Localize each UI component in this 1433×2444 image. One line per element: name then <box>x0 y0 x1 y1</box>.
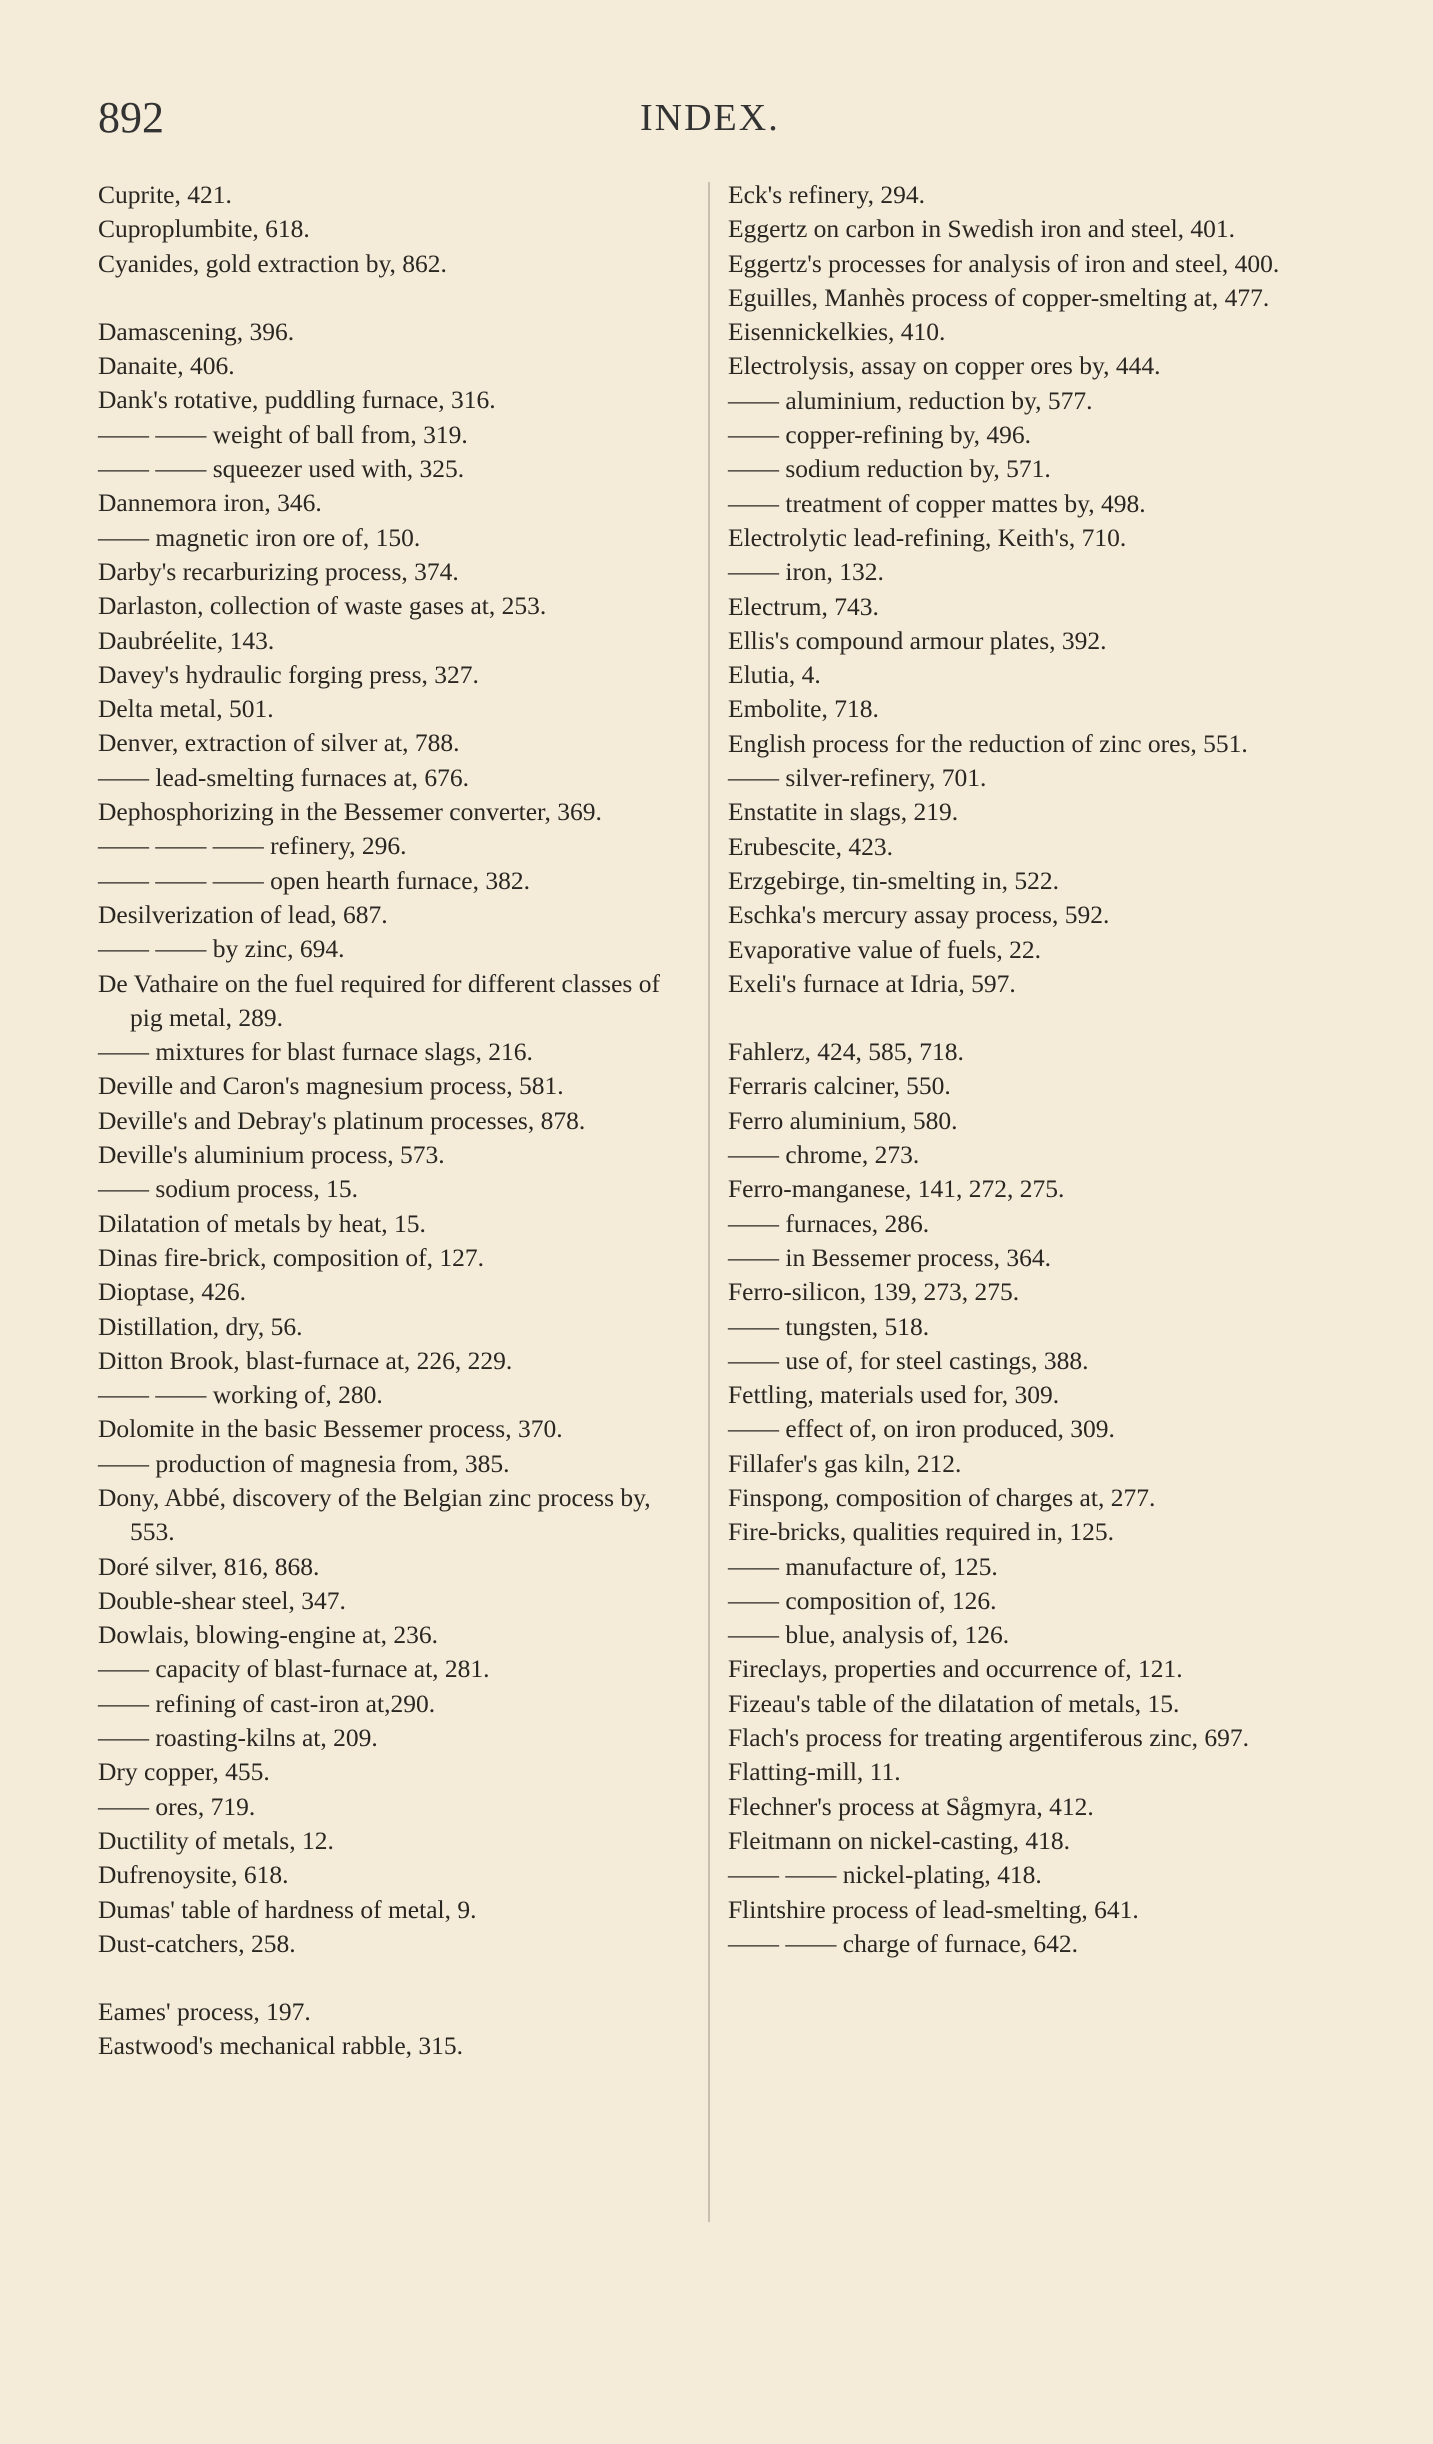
index-entry: —— copper-refining by, 496. <box>728 420 1032 450</box>
index-entry: Fahlerz, 424, 585, 718. <box>728 1037 964 1067</box>
index-entry: —— sodium reduction by, 571. <box>728 454 1051 484</box>
index-entry: —— furnaces, 286. <box>728 1208 930 1238</box>
index-entry: —— chrome, 273. <box>728 1140 920 1170</box>
index-entry: Enstatite in slags, 219. <box>728 797 959 827</box>
index-entry: Fillafer's gas kiln, 212. <box>728 1448 962 1478</box>
index-entry: —— manufacture of, 125. <box>728 1551 998 1581</box>
index-entry: Fizeau's table of the dilatation of metals, 15. <box>728 1688 1180 1718</box>
right-column <box>728 178 1328 1961</box>
index-entry: Exeli's furnace at Idria, 597. <box>728 968 1016 998</box>
index-entry: —— sodium process, 15. <box>98 1174 358 1204</box>
index-entry: Elutia, 4. <box>728 660 821 690</box>
index-entry: Dust-catchers, 258. <box>98 1928 296 1958</box>
index-entry: Finspong, composition of charges at, 277. <box>728 1482 1156 1512</box>
index-entry: —— treatment of copper mattes by, 498. <box>728 488 1146 518</box>
index-entry: —— in Bessemer process, 364. <box>728 1242 1051 1272</box>
index-entry: Denver, extraction of silver at, 788. <box>98 728 460 758</box>
index-entry: Dry copper, 455. <box>98 1757 270 1787</box>
index-entry: Eggertz on carbon in Swedish iron and steel, 401. <box>728 214 1236 244</box>
index-entry: Ellis's compound armour plates, 392. <box>728 625 1107 655</box>
index-entry: Dolomite in the basic Bessemer process, 370. <box>98 1414 563 1444</box>
index-entry: Embolite, 718. <box>728 694 879 724</box>
index-entry: —— effect of, on iron produced, 309. <box>728 1414 1115 1444</box>
index-entry: —— iron, 132. <box>728 557 884 587</box>
index-entry: English process for the reduction of zinc ores, 551. <box>728 728 1248 758</box>
index-entry: Darlaston, collection of waste gases at, 253. <box>98 591 547 621</box>
index-entry: Eschka's mercury assay process, 592. <box>728 900 1110 930</box>
index-entry: Eguilles, Manhès process of copper-smelting at, 477. <box>728 282 1270 312</box>
index-entry: Dumas' table of hardness of metal, 9. <box>98 1894 477 1924</box>
index-entry: —— blue, analysis of, 126. <box>728 1620 1010 1650</box>
index-entry: —— use of, for steel castings, 388. <box>728 1345 1089 1375</box>
index-entry: Fireclays, properties and occurrence of, 121. <box>728 1654 1183 1684</box>
index-entry: Flintshire process of lead-smelting, 641. <box>728 1894 1139 1924</box>
index-entry: Deville's aluminium process, 573. <box>98 1140 445 1170</box>
index-entry: Deville's and Debray's platinum processes, 878. <box>98 1105 586 1135</box>
index-entry: Dilatation of metals by heat, 15. <box>98 1208 426 1238</box>
index-entry: Ferro aluminium, 580. <box>728 1105 958 1135</box>
index-entry: Dank's rotative, puddling furnace, 316. <box>98 385 496 415</box>
index-entry: Distillation, dry, 56. <box>98 1311 303 1341</box>
index-entry: —— —— nickel-plating, 418. <box>728 1860 1042 1890</box>
index-entry: Cuproplumbite, 618. <box>98 214 310 244</box>
index-entry: —— refining of cast-iron at,290. <box>98 1688 436 1718</box>
index-entry: —— —— weight of ball from, 319. <box>98 419 468 449</box>
index-entry: Darby's recarburizing process, 374. <box>98 556 459 586</box>
index-entry: Ditton Brook, blast-furnace at, 226, 229. <box>98 1345 513 1375</box>
index-entry: Dioptase, 426. <box>98 1277 247 1307</box>
index-entry: Ferro-manganese, 141, 272, 275. <box>728 1174 1065 1204</box>
index-entry: Ductility of metals, 12. <box>98 1825 334 1855</box>
index-entry: Dowlais, blowing-engine at, 236. <box>98 1620 438 1650</box>
index-entry: —— —— —— refinery, 296. <box>98 831 407 861</box>
index-entry: Flechner's process at Sågmyra, 412. <box>728 1791 1094 1821</box>
index-entry: —— composition of, 126. <box>728 1585 997 1615</box>
index-entry: Fettling, materials used for, 309. <box>728 1380 1060 1410</box>
index-entry: Davey's hydraulic forging press, 327. <box>98 659 479 689</box>
index-entry: Desilverization of lead, 687. <box>98 899 388 929</box>
column-divider <box>708 182 710 2222</box>
index-entry: —— roasting-kilns at, 209. <box>98 1723 378 1753</box>
index-entry: —— —— —— open hearth furnace, 382. <box>98 865 530 895</box>
index-entry: Dufrenoysite, 618. <box>98 1860 289 1890</box>
page-number: 892 <box>98 93 164 142</box>
index-entry: Electrum, 743. <box>728 591 879 621</box>
index-entry: Cuprite, 421. <box>98 180 232 209</box>
index-entry: —— capacity of blast-furnace at, 281. <box>98 1654 490 1684</box>
index-entry: Eames' process, 197. <box>98 1997 311 2027</box>
index-entry: Electrolytic lead-refining, Keith's, 710. <box>728 522 1127 552</box>
index-entry: Flach's process for treating argentiferous zinc, 697. <box>728 1723 1250 1753</box>
index-entry: Eggertz's processes for analysis of iron and steel, 400. <box>728 248 1280 278</box>
index-entry: —— —— working of, 280. <box>98 1380 383 1410</box>
index-entry: Fleitmann on nickel-casting, 418. <box>728 1825 1071 1855</box>
index-entry: —— —— by zinc, 694. <box>98 934 345 964</box>
index-entry: Erubescite, 423. <box>728 831 893 861</box>
index-entry: Delta metal, 501. <box>98 694 274 724</box>
index-entry: Flatting-mill, 11. <box>728 1757 901 1787</box>
index-entry: —— ores, 719. <box>98 1791 256 1821</box>
index-entry: —— silver-refinery, 701. <box>728 763 987 793</box>
index-entry: Ferro-silicon, 139, 273, 275. <box>728 1277 1020 1307</box>
index-entry: —— —— charge of furnace, 642. <box>728 1928 1079 1958</box>
section-gap <box>98 281 678 315</box>
index-entry: Dony, Abbé, discovery of the Belgian zinc process by, 553. <box>98 1482 651 1547</box>
index-entry: Dannemora iron, 346. <box>98 488 322 518</box>
index-entry: Evaporative value of fuels, 22. <box>728 934 1041 964</box>
index-entry: —— aluminium, reduction by, 577. <box>728 385 1093 415</box>
index-entry: Cyanides, gold extraction by, 862. <box>98 248 447 278</box>
index-entry: —— tungsten, 518. <box>728 1311 930 1341</box>
index-entry: —— magnetic iron ore of, 150. <box>98 522 421 552</box>
index-entry: —— production of magnesia from, 385. <box>98 1448 510 1478</box>
index-entry: Fire-bricks, qualities required in, 125. <box>728 1517 1114 1547</box>
index-entry: Erzgebirge, tin-smelting in, 522. <box>728 865 1059 895</box>
page-title: INDEX. <box>640 97 780 139</box>
index-entry: Danaite, 406. <box>98 351 235 381</box>
index-entry: Daubréelite, 143. <box>98 625 275 655</box>
left-column <box>98 178 678 2064</box>
section-gap <box>98 1961 678 1995</box>
index-entry: Doré silver, 816, 868. <box>98 1551 320 1581</box>
index-entry: Eastwood's mechanical rabble, 315. <box>98 2031 464 2061</box>
index-entry: —— —— squeezer used with, 325. <box>98 454 465 484</box>
section-gap <box>728 1001 1328 1035</box>
index-entry: De Vathaire on the fuel required for different classes of pig metal, 289. <box>98 968 660 1032</box>
index-entry: Damascening, 396. <box>98 316 295 346</box>
index-entry: Electrolysis, assay on copper ores by, 444. <box>728 351 1161 381</box>
index-entry: —— lead-smelting furnaces at, 676. <box>98 762 470 792</box>
index-entry: Eisennickelkies, 410. <box>728 317 946 347</box>
index-entry: Double-shear steel, 347. <box>98 1585 346 1615</box>
index-entry: Deville and Caron's magnesium process, 581. <box>98 1071 564 1101</box>
index-entry: Dinas fire-brick, composition of, 127. <box>98 1242 484 1272</box>
index-entry: Eck's refinery, 294. <box>728 180 925 209</box>
index-entry: —— mixtures for blast furnace slags, 216. <box>98 1037 533 1067</box>
index-entry: Dephosphorizing in the Bessemer converter, 369. <box>98 797 602 827</box>
index-entry: Ferraris calciner, 550. <box>728 1071 951 1101</box>
